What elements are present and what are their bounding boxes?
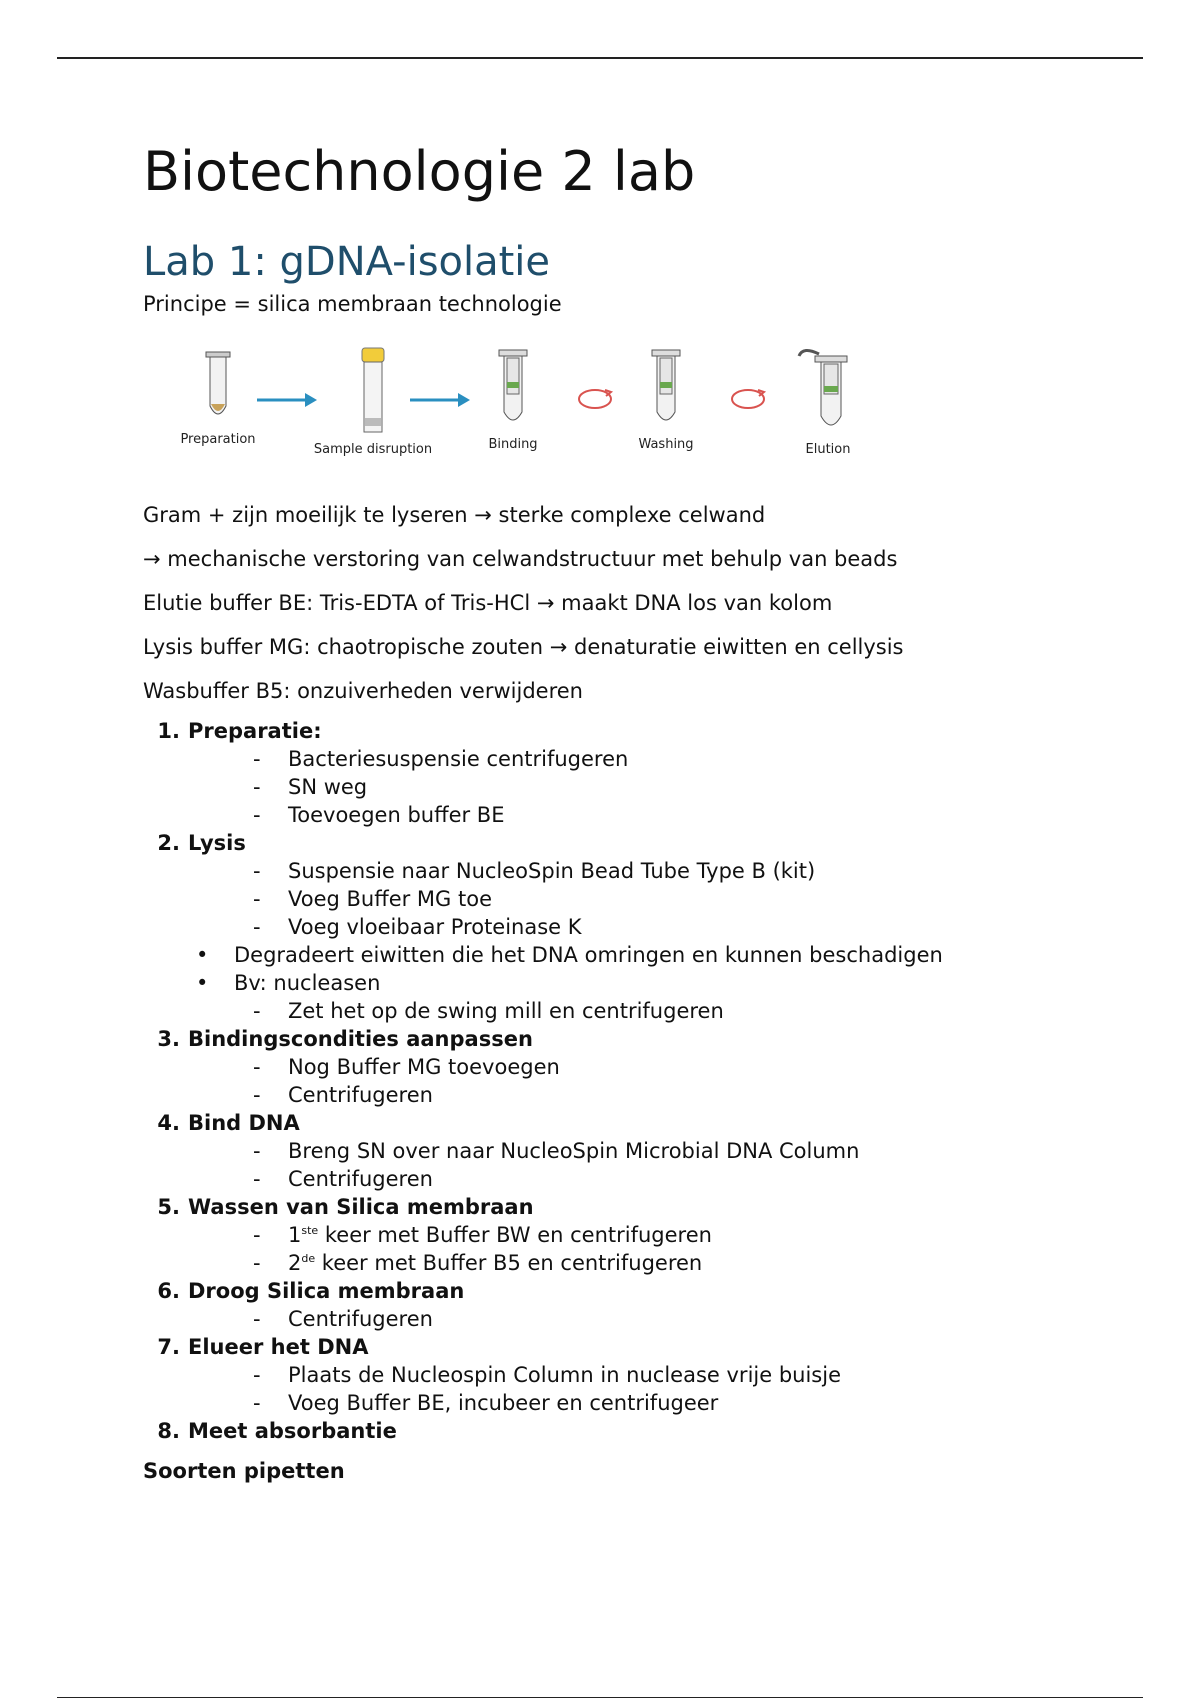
- step-number: 7.: [157, 1335, 180, 1359]
- step-item: - Suspensie naar NucleoSpin Bead Tube Type B (kit): [143, 857, 1103, 885]
- step-title: Bind DNA: [188, 1111, 300, 1135]
- step-item-text: keer met Buffer BW en centrifugeren: [318, 1223, 712, 1247]
- sub-bullet-text: Bv: nucleasen: [234, 971, 381, 995]
- top-rule: [57, 57, 1143, 59]
- step-title: Bindingscondities aanpassen: [188, 1027, 533, 1051]
- figure-step-elution: [763, 346, 893, 457]
- sub-bullet-text: Degradeert eiwitten die het DNA omringen en kunnen beschadigen: [234, 943, 943, 967]
- tube-icon: [198, 346, 238, 426]
- step-item-text: Voeg vloeibaar Proteinase K: [288, 915, 582, 939]
- ordinal-number: 1: [288, 1223, 302, 1247]
- text-line: Gram + zijn moeilijk te lyseren → sterke complexe celwand: [143, 503, 766, 527]
- step-item: - Breng SN over naar NucleoSpin Microbial DNA Column: [143, 1137, 1103, 1165]
- protocol-step: [143, 1277, 1103, 1333]
- step-title: Lysis: [188, 831, 246, 855]
- step-item: - Voeg Buffer BE, incubeer en centrifugeer: [143, 1389, 1103, 1417]
- step-number: 2.: [157, 831, 180, 855]
- sub-bullet: [143, 969, 1103, 997]
- protocol-figure: [163, 346, 883, 481]
- step-item: - Voeg Buffer MG toe: [143, 885, 1103, 913]
- protocol-step: [143, 829, 1103, 1025]
- step-item: - Bacteriesuspensie centrifugeren: [143, 745, 1103, 773]
- column-icon: [646, 346, 686, 431]
- figure-label-binding: Binding: [488, 437, 538, 452]
- figure-step-washing: [611, 346, 721, 452]
- text-line: → mechanische verstoring van celwandstructuur met behulp van beads: [143, 547, 898, 571]
- step-item: [143, 1221, 1103, 1249]
- step-title: Preparatie:: [188, 719, 322, 743]
- protocol-step: [143, 717, 1103, 829]
- step-item: - Toevoegen buffer BE: [143, 801, 1103, 829]
- step-title: Wassen van Silica membraan: [188, 1195, 534, 1219]
- bead-tube-icon: [353, 346, 393, 436]
- text-line: Elutie buffer BE: Tris-EDTA of Tris-HCl → maakt DNA los van kolom: [143, 591, 833, 615]
- step-item: - Centrifugeren: [143, 1305, 1103, 1333]
- step-item: - Centrifugeren: [143, 1081, 1103, 1109]
- step-number: 6.: [157, 1279, 180, 1303]
- ordinal-suffix: ste: [301, 1224, 319, 1237]
- protocol-step: [143, 1193, 1103, 1277]
- step-number: 5.: [157, 1195, 180, 1219]
- elution-tube-icon: [793, 346, 863, 436]
- section-title: Lab 1: gDNA-isolatie: [143, 239, 551, 285]
- step-item-text: keer met Buffer B5 en centrifugeren: [315, 1251, 703, 1275]
- sub-bullet: [143, 941, 1103, 969]
- protocol-step: [143, 1333, 1103, 1417]
- ordinal-number: 2: [288, 1251, 302, 1275]
- figure-label-elution: Elution: [805, 442, 851, 457]
- cycle-icon: [728, 384, 768, 414]
- principle-text: Principe = silica membraan technologie: [143, 292, 562, 316]
- cycle-icon: [575, 384, 615, 414]
- section-heading-pipettes: Soorten pipetten: [143, 1459, 345, 1483]
- text-line: Lysis buffer MG: chaotropische zouten → denaturatie eiwitten en cellysis: [143, 635, 904, 659]
- figure-label-washing: Washing: [638, 437, 694, 452]
- figure-label-preparation: Preparation: [180, 432, 256, 447]
- text-line: Wasbuffer B5: onzuiverheden verwijderen: [143, 679, 583, 703]
- step-item: - Zet het op de swing mill en centrifugeren: [143, 997, 1103, 1025]
- step-item: - SN weg: [143, 773, 1103, 801]
- figure-step-binding: [458, 346, 568, 452]
- step-item: [143, 913, 1103, 997]
- step-item: [143, 1249, 1103, 1277]
- step-item: - Plaats de Nucleospin Column in nuclease vrije buisje: [143, 1361, 1103, 1389]
- step-item: - Nog Buffer MG toevoegen: [143, 1053, 1103, 1081]
- protocol-steps: [143, 717, 1103, 1445]
- step-title: Droog Silica membraan: [188, 1279, 465, 1303]
- ordinal-suffix: de: [301, 1252, 316, 1265]
- step-number: 3.: [157, 1027, 180, 1051]
- step-number: 8.: [157, 1419, 180, 1443]
- step-title: Meet absorbantie: [188, 1419, 397, 1443]
- bottom-rule: [57, 1697, 1143, 1698]
- protocol-step: [143, 1417, 1103, 1445]
- protocol-step: [143, 1025, 1103, 1109]
- document-title: Biotechnologie 2 lab: [143, 140, 696, 203]
- protocol-step: [143, 1109, 1103, 1193]
- column-icon: [493, 346, 533, 431]
- step-number: 4.: [157, 1111, 180, 1135]
- step-number: 1.: [157, 719, 180, 743]
- figure-label-sample-disruption: Sample disruption: [313, 442, 433, 457]
- page-content: [143, 140, 1103, 1485]
- step-title: Elueer het DNA: [188, 1335, 369, 1359]
- step-item: - Centrifugeren: [143, 1165, 1103, 1193]
- intro-lines: [143, 501, 1103, 705]
